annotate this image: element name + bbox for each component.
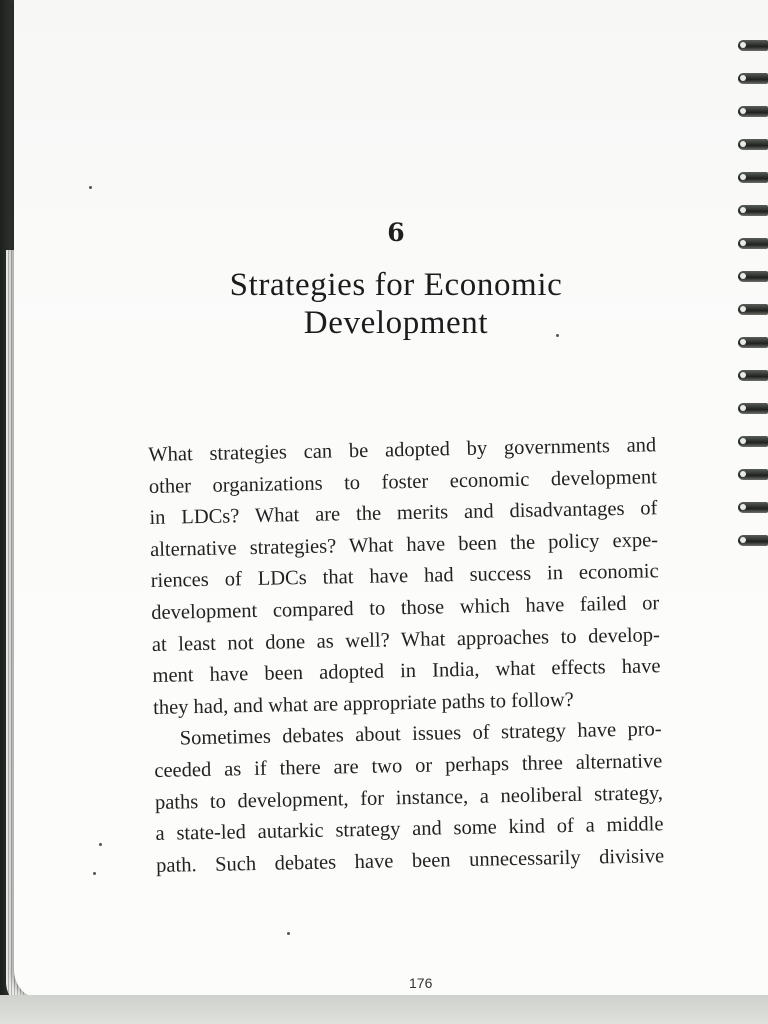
dust-speck [556, 334, 559, 337]
text-line: paths to development, for instance, a neoliberal strategy, [154, 781, 664, 814]
coil-icon [738, 403, 768, 414]
text-line: path. Such debates have been unnecessarily divisive [155, 844, 665, 877]
text-line: alternative strategies? What have been the policy expe- [149, 529, 659, 561]
coil-icon [738, 436, 768, 447]
text-line: at least not done as well? What approaches to develop- [151, 623, 661, 656]
text-line: other organizations to foster economic development [148, 465, 658, 498]
dust-speck [89, 186, 92, 189]
coil-icon [738, 106, 768, 117]
dust-speck [287, 932, 290, 935]
page-bottom-edge [0, 995, 768, 1024]
text-line: a state-led autarkic strategy and some kind of a middle [155, 813, 664, 846]
coil-icon [738, 172, 768, 183]
coil-icon [738, 469, 768, 480]
coil-icon [738, 370, 768, 381]
coil-icon [738, 40, 768, 51]
text-line: Sometimes debates about issues of strategy have pro- [179, 718, 662, 750]
text-line: ment have been adopted in India, what effects have [152, 655, 661, 688]
chapter-number: 6 [387, 218, 405, 247]
coil-icon [738, 205, 768, 216]
page-number: 176 [409, 975, 433, 991]
chapter-title [12, 266, 768, 342]
text-line: riences of LDCs that have had success in economic [150, 560, 659, 593]
coil-icon [738, 535, 768, 546]
coil-icon [738, 73, 768, 84]
chapter-title-line-1: Strategies for Economic [229, 267, 563, 303]
text-line: What strategies can be adopted by governments and [148, 434, 657, 466]
text-line: development compared to those which have failed or [151, 592, 660, 624]
coil-icon [738, 139, 768, 150]
text-line: ceeded as if there are two or perhaps three alternative [154, 750, 663, 782]
coil-icon [738, 502, 768, 513]
dust-speck [93, 872, 96, 875]
dust-speck [99, 843, 102, 846]
body-text [148, 430, 664, 882]
chapter-title-line-2: Development [303, 305, 489, 341]
text-line: in LDCs? What are the merits and disadvantages of [149, 497, 658, 530]
text-line: they had, and what are appropriate paths to follow? [152, 688, 574, 719]
